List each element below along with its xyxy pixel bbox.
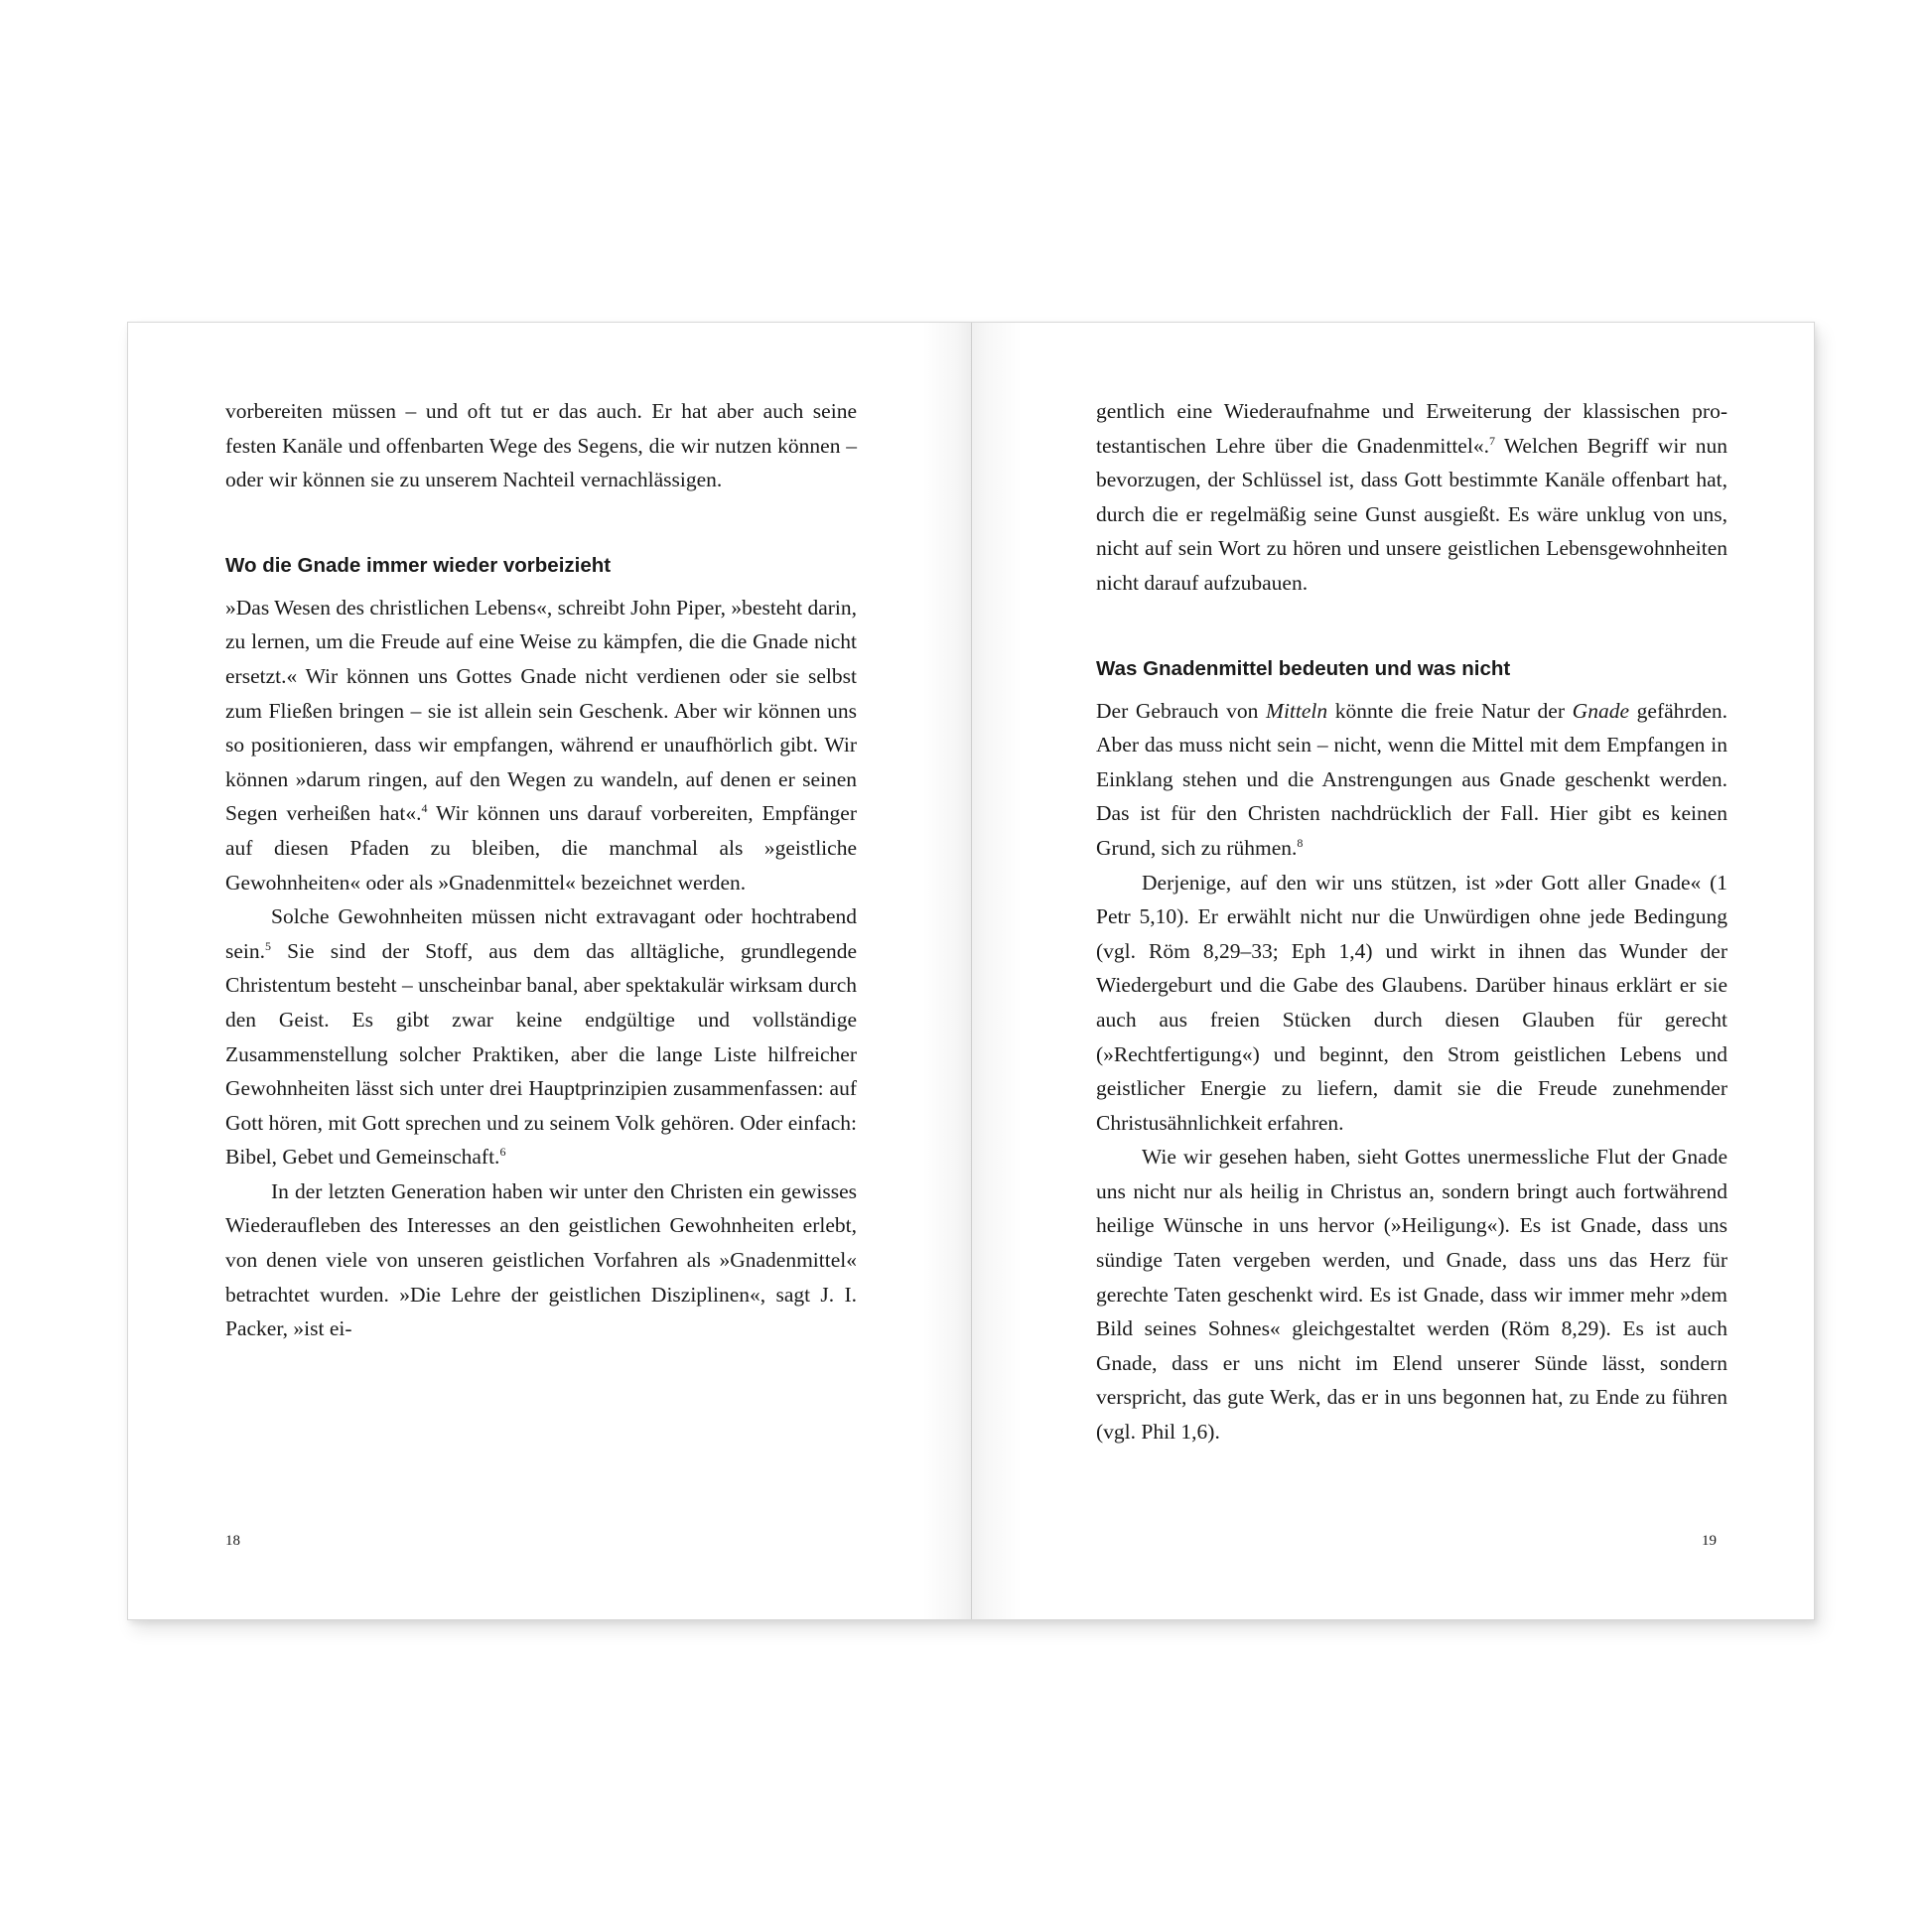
footnote-marker-8[interactable]: 8 bbox=[1297, 835, 1304, 850]
text-run: Der Gebrauch von bbox=[1096, 698, 1267, 723]
book-spread bbox=[127, 322, 1815, 1620]
left-paragraph-1 bbox=[225, 591, 857, 899]
text-run: Solche Gewohnheiten müssen nicht extravagant oder hochtrabend sein. bbox=[225, 904, 857, 963]
text-run: Sie sind der Stoff, aus dem das alltägliche, grundlegende Christentum besteht – unscheinbar banal, aber spektakulär wirksam durch den Geist. Es gibt zwar keine endgültige und vollständige Zusammenstellung solcher Praktiken, aber die lange Liste hilfreicher Gewohnheiten lässt sich unter drei Hauptprinzipien zusammenfassen: auf Gott hören, mit Gott sprechen und zu seinem Volk gehören. Oder einfach: Bibel, Gebet und Gemeinschaft. bbox=[225, 938, 857, 1170]
text-run: gefährden. Aber das muss nicht sein – nicht, wenn die Mittel mit dem Empfangen in Einklang stehen und die Anstrengungen aus Gnade geschenkt werden. Das ist für den Christen nachdrücklich der Fall. Hier gibt es keinen Grund, sich zu rühmen. bbox=[1096, 698, 1727, 860]
footnote-marker-5[interactable]: 5 bbox=[265, 938, 272, 953]
footnote-marker-6[interactable]: 6 bbox=[499, 1145, 506, 1160]
text-run: »Das Wesen des christlichen Lebens«, schreibt John Piper, »besteht darin, zu lernen, um die Freude auf eine Weise zu kämpfen, die die Gnade nicht ersetzt.« Wir können uns Gottes Gnade nicht verdienen oder sie selbst zum Fließen bringen – sie ist allein sein Geschenk. Aber wir können uns so positionieren, dass wir empfangen, während er unaufhörlich gibt. Wir können »darum ringen, auf den Wegen zu wandeln, auf denen er seinen Segen verheißen hat«. bbox=[225, 595, 857, 826]
page-number-right: 19 bbox=[1702, 1533, 1717, 1549]
left-section-heading: Wo die Gnade immer wieder vorbeizieht bbox=[225, 553, 612, 577]
left-page bbox=[128, 323, 971, 1619]
right-page bbox=[972, 323, 1814, 1619]
left-paragraph-2 bbox=[225, 899, 857, 1174]
emphasis-gnade: Gnade bbox=[1572, 698, 1629, 723]
emphasis-mitteln: Mitteln bbox=[1266, 698, 1328, 723]
right-page-textblock bbox=[1096, 394, 1727, 1449]
text-run: Welchen Begriff wir nun bevorzugen, der Schlüssel ist, dass Gott bestimmte Kanäle offenbart hat, durch die er regelmäßig seine Gunst ausgießt. Es wäre unklug von uns, nicht auf sein Wort zu hören und unsere geistlichen Lebensgewohnheiten nicht darauf aufzubauen. bbox=[1096, 433, 1727, 595]
right-paragraph-3: Wie wir gesehen haben, sieht Gottes unermessliche Flut der Gnade uns nicht nur als heilig in Christus an, sondern bringt auch fortwährend heilige Wünsche in uns hervor (»Heiligung«). Es ist Gnade, dass uns sündige Taten vergeben werden, und Gnade, dass uns das Herz für gerechte Taten geschenkt wird. Es ist Gnade, dass wir immer mehr »dem Bild seines Sohnes« gleichgestaltet werden (Röm 8,29). Es ist auch Gnade, dass er uns nicht im Elend unserer Sünde lässt, sondern verspricht, das gute Werk, das er in uns begonnen hat, zu Ende zu führen (vgl. Phil 1,6). bbox=[1096, 1145, 1727, 1445]
right-paragraph-1 bbox=[1096, 694, 1727, 866]
text-run: könnte die freie Natur der bbox=[1327, 698, 1573, 723]
footnote-marker-4[interactable]: 4 bbox=[421, 801, 428, 816]
text-run: Wir können uns darauf vorbereiten, Empfänger auf diesen Pfaden zu bleiben, die manchmal als »geistliche Gewohnheiten« oder als »Gnadenmittel« bezeichnet werden. bbox=[225, 801, 857, 895]
footnote-marker-7[interactable]: 7 bbox=[1488, 433, 1495, 448]
left-intro-paragraph: vorbereiten müssen – und oft tut er das auch. Er hat aber auch seine festen Kanäle und offenbarten Wege des Segens, die wir nutzen können – oder wir können sie zu unserem Nachteil vernachlässigen. bbox=[225, 399, 857, 492]
text-run: gentlich eine Wiederaufnahme und Erweiterung der klassischen pro-testantischen Lehre über die Gnadenmittel«. bbox=[1096, 399, 1727, 458]
right-section-heading: Was Gnadenmittel bedeuten und was nicht bbox=[1096, 656, 1511, 680]
right-paragraph-2: Derjenige, auf den wir uns stützen, ist »der Gott aller Gnade« (1 Petr 5,10). Er erwählt nicht nur die Unwürdigen ohne jede Bedingung (vgl. Röm 8,29–33; Eph 1,4) und wirkt in ihnen das Wunder der Wiedergeburt und die Gabe des Glaubens. Darüber hinaus erklärt er sie auch aus freien Stücken durch diesen Glauben für gerecht (»Rechtfertigung«) und beginnt, den Strom geistlichen Lebens und geistlicher Energie zu liefern, damit sie die Freude zunehmender Christusähnlichkeit erfahren. bbox=[1096, 870, 1727, 1135]
page-number-left: 18 bbox=[225, 1533, 240, 1549]
left-paragraph-3: In der letzten Generation haben wir unter den Christen ein gewisses Wiederaufleben des Interesses an den geistlichen Gewohnheiten erlebt, von denen viele von unseren geistlichen Vorfahren als »Gnadenmittel« betrachtet wurden. »Die Lehre der geistlichen Disziplinen«, sagt J. I. Packer, »ist ei- bbox=[225, 1178, 857, 1341]
right-intro-paragraph bbox=[1096, 394, 1727, 601]
left-page-textblock bbox=[225, 394, 857, 1346]
